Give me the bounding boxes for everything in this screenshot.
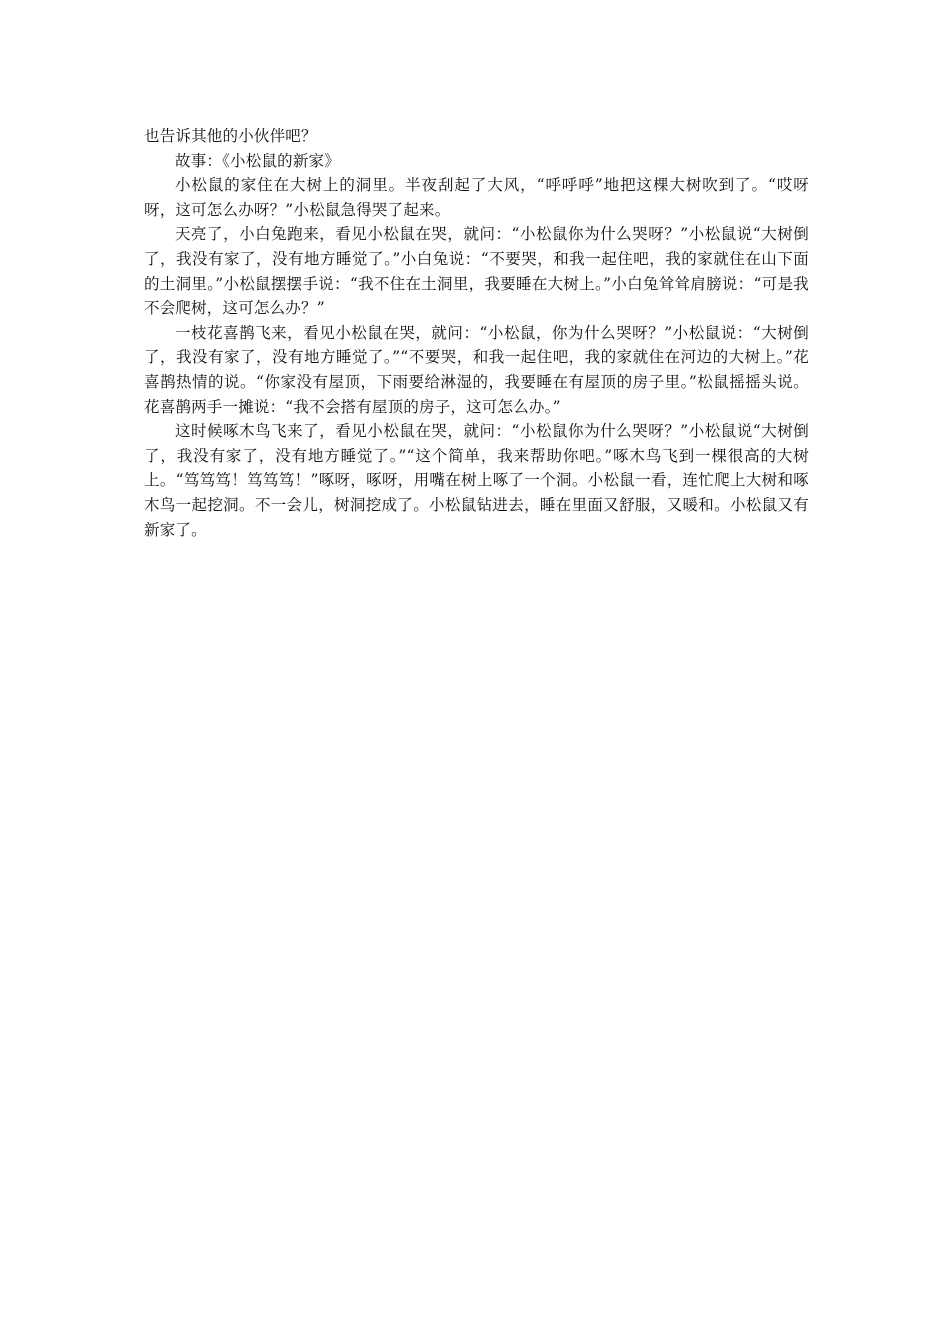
story-heading: 故事：《小松鼠的新家》 bbox=[175, 151, 340, 170]
story-paragraph-4: 这时候啄木鸟飞来了，看见小松鼠在哭，就问：“小松鼠你为什么哭呀？”小松鼠说“大树倒了，我没有家了，没有地方睡觉了。”“这个简单，我来帮助你吧。”啄木鸟飞到一棵很高的大树上。“笃笃笃！笃笃笃！”啄呀，啄呀，用嘴在树上啄了一个洞。小松鼠一看，连忙爬上大树和啄木鸟一起挖洞。不一会儿，树洞挖成了。小松鼠钻进去，睡在里面又舒服，又暖和。小松鼠又有新家了。 bbox=[144, 422, 809, 539]
intro-line: 也告诉其他的小伙伴吧？ bbox=[144, 127, 317, 145]
story-paragraph-2: 天亮了，小白兔跑来，看见小松鼠在哭，就问：“小松鼠你为什么哭呀？”小松鼠说“大树倒了，我没有家了，没有地方睡觉了。”小白兔说：“不要哭，和我一起住吧，我的家就住在山下面的土洞里。”小松鼠摆摆手说：“我不住在土洞里，我要睡在大树上。”小白兔耸耸肩膀说：“可是我不会爬树，这可怎么办？” bbox=[144, 225, 809, 318]
story-paragraph-1: 小松鼠的家住在大树上的洞里。半夜刮起了大风，“呼呼呼”地把这棵大树吹到了。“哎呀呀，这可怎么办呀？”小松鼠急得哭了起来。 bbox=[144, 176, 809, 219]
story-paragraph-3: 一枝花喜鹊飞来，看见小松鼠在哭，就问：“小松鼠，你为什么哭呀？”小松鼠说：“大树倒了，我没有家了，没有地方睡觉了。”“不要哭，和我一起住吧，我的家就住在河边的大树上。”花喜鹊热情的说。“你家没有屋顶，下雨要给淋湿的，我要睡在有屋顶的房子里。”松鼠摇摇头说。花喜鹊两手一摊说：“我不会搭有屋顶的房子，这可怎么办。” bbox=[144, 323, 809, 416]
story-text-block bbox=[144, 124, 809, 542]
